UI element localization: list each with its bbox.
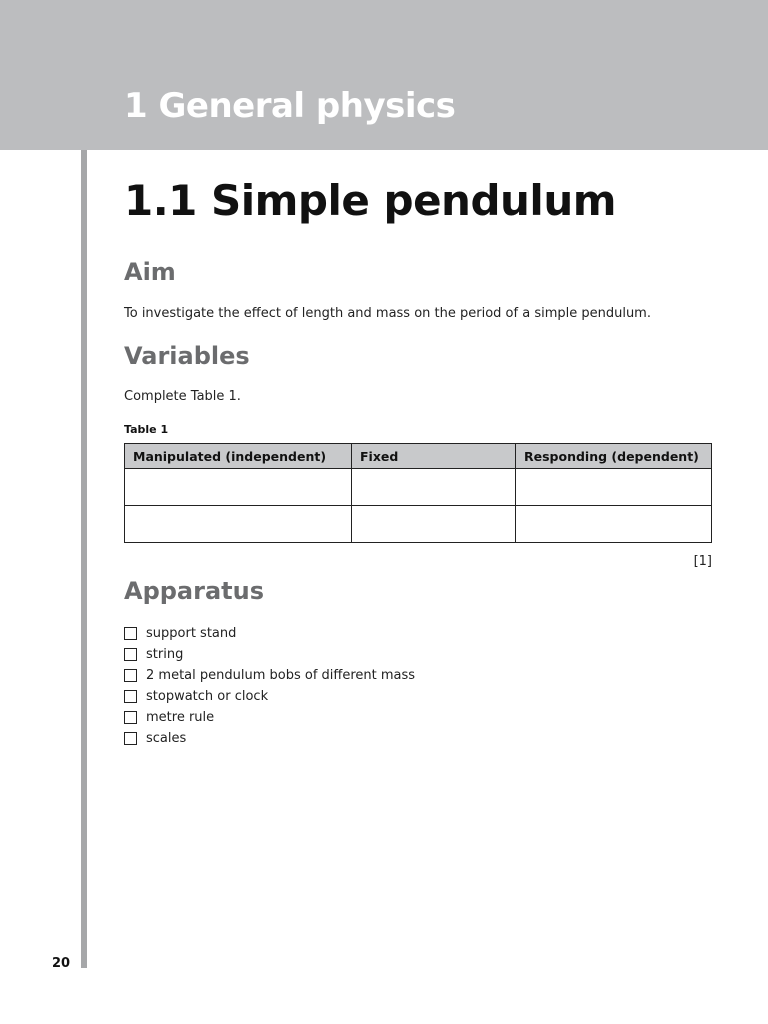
column-header-fixed: Fixed [352, 444, 516, 469]
aim-text: To investigate the effect of length and mass on the period of a simple pendulum. [124, 306, 651, 321]
table-row [125, 506, 712, 543]
checkbox[interactable] [124, 648, 137, 661]
marks-label: [1] [693, 554, 712, 569]
page-number: 20 [52, 956, 71, 971]
column-header-manipulated: Manipulated (independent) [125, 444, 352, 469]
table-cell-manipulated[interactable] [125, 469, 352, 506]
apparatus-item [124, 728, 415, 749]
apparatus-item-label: support stand [146, 626, 237, 641]
chapter-banner [0, 0, 768, 150]
table-caption: Table 1 [124, 423, 169, 436]
apparatus-item-label: metre rule [146, 710, 215, 725]
apparatus-list [124, 623, 415, 749]
table-row [125, 469, 712, 506]
checkbox[interactable] [124, 711, 137, 724]
checkbox[interactable] [124, 690, 137, 703]
column-header-responding: Responding (dependent) [516, 444, 712, 469]
apparatus-item [124, 707, 415, 728]
apparatus-item-label: string [146, 647, 184, 662]
side-rule [81, 150, 87, 968]
variables-table [124, 443, 712, 543]
apparatus-item-label: stopwatch or clock [146, 689, 269, 704]
apparatus-item [124, 665, 415, 686]
table-header-row [125, 444, 712, 469]
table-cell-fixed[interactable] [352, 469, 516, 506]
checkbox[interactable] [124, 669, 137, 682]
apparatus-item [124, 644, 415, 665]
table-cell-responding[interactable] [516, 506, 712, 543]
chapter-title: 1 General physics [124, 86, 456, 126]
variables-instruction: Complete Table 1. [124, 389, 241, 404]
table-cell-manipulated[interactable] [125, 506, 352, 543]
apparatus-heading: Apparatus [124, 577, 265, 605]
aim-heading: Aim [124, 258, 176, 286]
table-cell-fixed[interactable] [352, 506, 516, 543]
apparatus-item [124, 623, 415, 644]
checkbox[interactable] [124, 732, 137, 745]
table-cell-responding[interactable] [516, 469, 712, 506]
variables-heading: Variables [124, 342, 250, 370]
apparatus-item [124, 686, 415, 707]
checkbox[interactable] [124, 627, 137, 640]
apparatus-item-label: 2 metal pendulum bobs of different mass [146, 668, 416, 683]
section-title: 1.1 Simple pendulum [124, 176, 616, 225]
apparatus-item-label: scales [146, 731, 187, 746]
